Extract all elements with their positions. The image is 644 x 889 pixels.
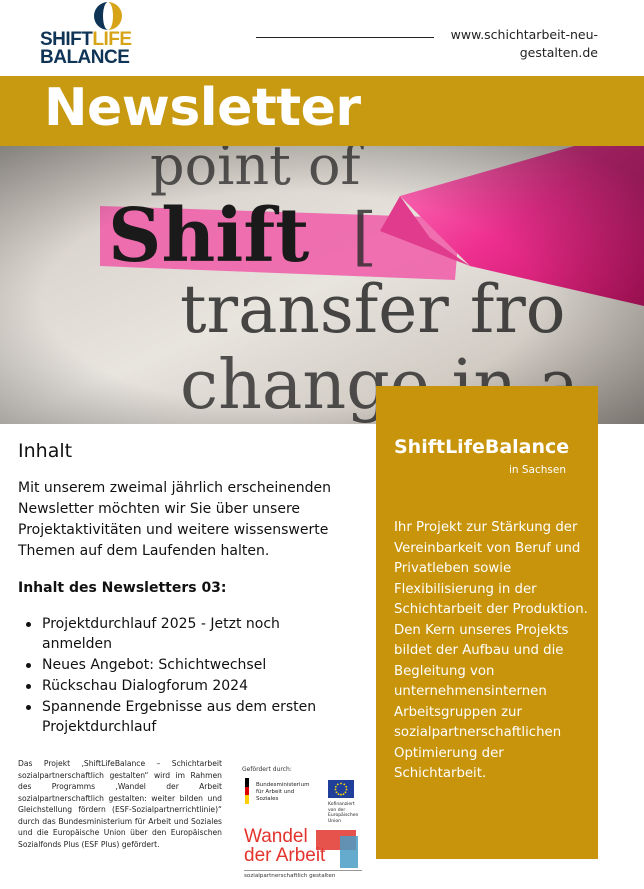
project-name: ShiftLifeBalance [394, 436, 570, 458]
list-heading: Inhalt des Newsletters 03: [18, 580, 227, 596]
list-item: Neues Angebot: Schichtwechsel [18, 655, 348, 675]
hero-illustration [0, 146, 644, 424]
logo-emblem-icon [90, 0, 126, 32]
project-description-paragraph-1: Ihr Projekt zur Stärkung der Vereinbarkeit von Beruf und Privatleben sowie Flexibilisierung in der Schichtarbeit der Produktion. [394, 520, 588, 617]
wandel-der-arbeit-logo[interactable] [244, 826, 362, 880]
eu-flag-icon [328, 780, 354, 798]
content-heading: Inhalt [18, 440, 73, 462]
logo-line-2: BALANCE [40, 47, 130, 68]
shiftlifebalance-logo[interactable] [40, 0, 152, 72]
bmas-label: Bundesministerium für Arbeit und Soziales [256, 782, 310, 802]
eu-label: Kofinanziert von der Europäischen Union [328, 802, 359, 824]
funder-logos [238, 766, 366, 884]
hero-image [0, 146, 644, 424]
wandel-line-2: der Arbeit [244, 845, 326, 866]
page-header [0, 0, 644, 76]
wandel-tagline: sozialpartnerschaftlich gestalten [244, 870, 362, 879]
website-link[interactable]: www.schichtarbeit-neu- gestalten.de [450, 27, 598, 60]
bmas-logo[interactable] [242, 778, 312, 814]
newsletter-content [18, 440, 348, 738]
wandel-line-1: Wandel [244, 826, 308, 847]
title-band [0, 76, 644, 146]
list-item: Spannende Ergebnisse aus dem ersten Projektdurchlauf [18, 697, 348, 737]
project-description [394, 518, 590, 785]
eu-logo[interactable] [328, 780, 362, 824]
list-item: Projektdurchlauf 2025 - Jetzt noch anmelden [18, 614, 348, 654]
header-divider [256, 37, 434, 38]
project-region: in Sachsen [508, 464, 566, 476]
logo-line-1: SHIFTLIFE [40, 29, 132, 50]
intro-text: Mit unserem zweimal jährlich erscheinenden Newsletter möchten wir Sie über unsere Projektaktivitäten und weitere wissenswerte Themen auf dem Laufenden halten. [18, 480, 331, 559]
project-description-paragraph-2: Den Kern unseres Projekts bildet der Aufbau und die Begleitung von unternehmensinternen Arbeitsgruppen zur sozialpartnerschaftlichen Optimierung der Schichtarbeit. [394, 622, 569, 781]
funded-by-label: Gefördert durch: [242, 766, 292, 773]
funding-notice: Das Projekt ‚ShiftLifeBalance – Schichtarbeit sozialpartnerschaftlich gestalten“ wird im Rahmen des Programms ‚Wandel der Arbeit sozialpartnerschaftlich gestalten: weiter bilden und Gleichstellung fördern (ESF-Sozialpartnerrichtlinie)“ durch das Bundesministerium für Arbeit und Soziales und die Europäische Union über den Europäischen Sozialfonds Plus (ESF Plus) gefördert. [18, 759, 222, 849]
page-title: Newsletter [44, 78, 361, 138]
list-item: Rückschau Dialogforum 2024 [18, 676, 348, 696]
topic-list [18, 614, 348, 737]
german-flag-icon [242, 778, 252, 804]
project-info-box [376, 386, 598, 859]
wandel-shape-blue [340, 836, 358, 868]
